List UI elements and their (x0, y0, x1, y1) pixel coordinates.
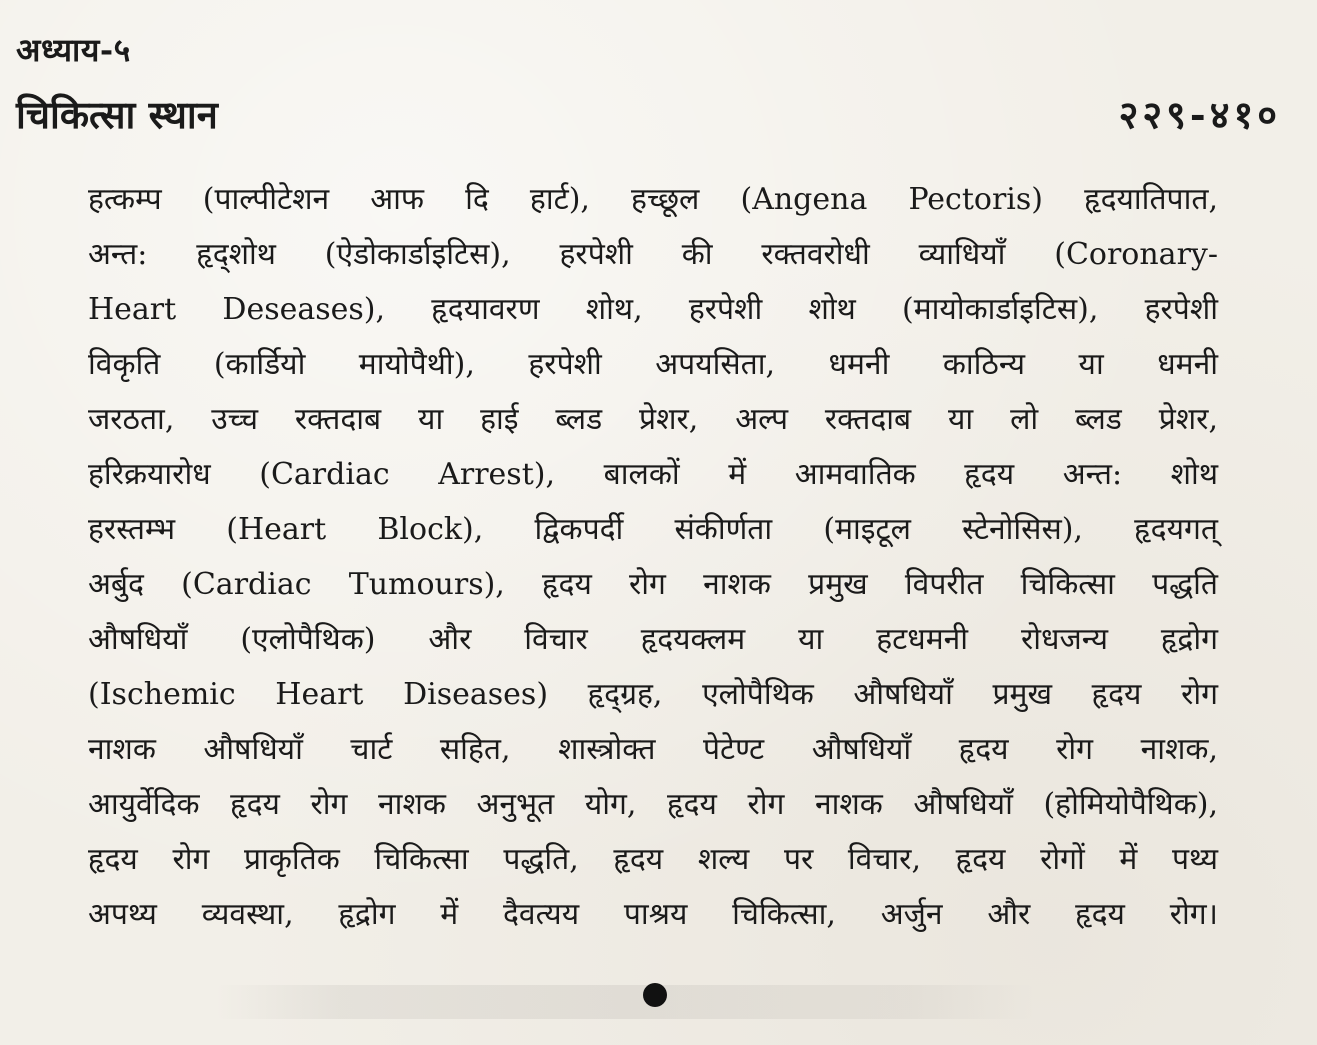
body-line: हरस्तम्भ (Heart Block), द्विकपर्दी संकीर्णता (माइटूल स्टेनोसिस), हृदयगत् (88, 512, 1218, 547)
page-range: २२९-४१० (1118, 92, 1281, 137)
body-line: (Ischemic Heart Diseases) हृद्ग्रह, एलोपैथिक औषधियाँ प्रमुख हृदय रोग (88, 677, 1218, 712)
body-line: नाशक औषधियाँ चार्ट सहित, शास्त्रोक्त पेटेण्ट औषधियाँ हृदय रोग नाशक, (88, 732, 1218, 767)
body-line: Heart Deseases), हृदयावरण शोथ, हरपेशी शोथ (मायोकार्डाइटिस), हरपेशी (88, 292, 1218, 327)
body-paragraph (88, 172, 1218, 942)
show-through-text (215, 985, 1035, 1019)
body-line: हरिक्रयारोध (Cardiac Arrest), बालकों में आमवातिक हृदय अन्त: शोथ (88, 457, 1218, 492)
body-line: अन्त: हृद्शोथ (ऐडोकार्डाइटिस), हरपेशी की रक्तवरोधी व्याधियाँ (Coronary- (88, 237, 1218, 272)
chapter-label: अध्याय-५ (16, 31, 131, 69)
body-line: हत्कम्प (पाल्पीटेशन आफ दि हार्ट), हच्छूल (Angena Pectoris) हृदयातिपात, (88, 182, 1218, 217)
body-line: हृदय रोग प्राकृतिक चिकित्सा पद्धति, हृदय शल्य पर विचार, हृदय रोगों में पथ्य (88, 842, 1218, 877)
body-line: विकृति (कार्डियो मायोपैथी), हरपेशी अपयसिता, धमनी काठिन्य या धमनी (88, 347, 1218, 382)
body-line: औषधियाँ (एलोपैथिक) और विचार हृदयक्लम या हटधमनी रोधजन्य हृद्रोग (88, 622, 1218, 657)
body-line: अर्बुद (Cardiac Tumours), हृदय रोग नाशक प्रमुख विपरीत चिकित्सा पद्धति (88, 567, 1218, 602)
body-line: आयुर्वेदिक हृदय रोग नाशक अनुभूत योग, हृदय रोग नाशक औषधियाँ (होमियोपैथिक), (88, 787, 1218, 822)
section-title: चिकित्सा स्थान (16, 92, 218, 137)
bullet-dot-ornament (643, 983, 667, 1007)
body-line: अपथ्य व्यवस्था, हृद्रोग में दैवत्यय पाश्रय चिकित्सा, अर्जुन और हृदय रोग। (88, 897, 1218, 932)
body-line: जरठता, उच्च रक्तदाब या हाई ब्लड प्रेशर, अल्प रक्तदाब या लो ब्लड प्रेशर, (88, 402, 1218, 437)
